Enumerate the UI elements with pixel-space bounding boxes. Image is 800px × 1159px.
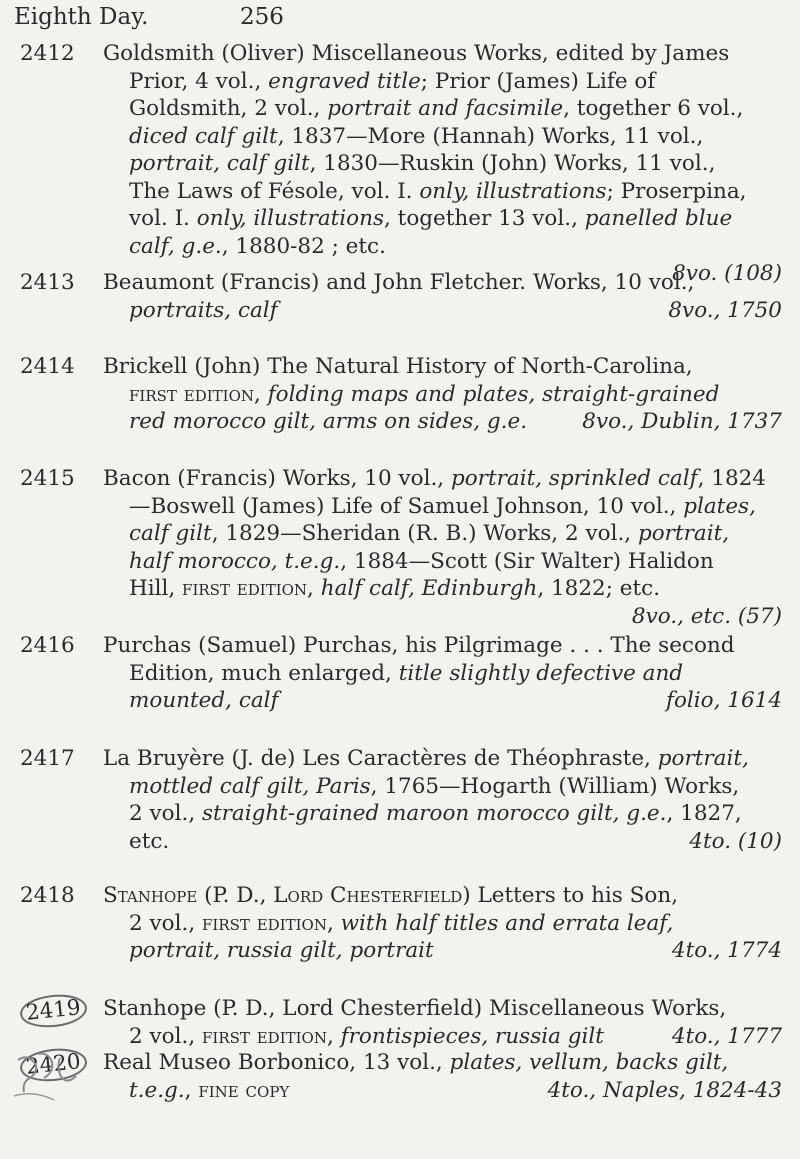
text-run: Purchas (Samuel) Purchas, his Pilgrimage . . . The second [103, 633, 735, 658]
description-line [103, 828, 782, 856]
text-run: , 1830—Ruskin (John) Works, 11 vol., [309, 151, 716, 176]
italic-run: diced calf gilt [129, 123, 278, 149]
italic-run: only, illustrations [419, 178, 607, 204]
description-line [103, 123, 782, 151]
italic-run: panelled blue [584, 206, 733, 231]
description-line [103, 910, 782, 938]
description-line [103, 687, 782, 715]
text-run: ) Letters to his Son, [462, 883, 679, 908]
text-run: Hill, [129, 576, 183, 601]
lot-number: 2419 [19, 992, 89, 1030]
italic-run: half morocco, t.e.g. [129, 548, 341, 574]
text-run: , together 13 vol., [384, 206, 585, 231]
italic-run: portraits, calf [129, 297, 278, 323]
description-line [103, 297, 782, 325]
text-run: Prior, 4 vol., [129, 68, 269, 94]
description-line [103, 995, 782, 1023]
text-run: , 1880-82 ; etc. [221, 233, 386, 259]
italic-run: portrait, sprinkled calf [450, 466, 698, 491]
lot-description [103, 1049, 782, 1104]
text-run: , 1829—Sheridan (R. B.) Works, 2 vol., [211, 521, 638, 546]
description-line [103, 937, 782, 965]
format-and-date: 8vo., 1750 [668, 297, 782, 323]
small-caps-run: Lord Chesterfield [273, 883, 463, 908]
text-run: Goldsmith (Oliver) Miscellaneous Works, edited by James [103, 41, 730, 66]
small-caps-run: fine copy [198, 1077, 290, 1103]
italic-run: portrait, [637, 521, 730, 546]
text-run: Real Museo Borbonico, 13 vol., [103, 1050, 450, 1075]
format-and-date: folio, 1614 [666, 688, 782, 713]
small-caps-run: first edition [201, 1023, 327, 1049]
description-line [103, 603, 782, 631]
text-run: La Bruyère (J. de) Les Caractères de Théophraste, [103, 746, 658, 771]
pencil-mark-icon [8, 1000, 98, 1110]
format-and-date: 4to., Naples, 1824-43 [547, 1077, 782, 1103]
description-line [103, 95, 782, 123]
description-line [103, 233, 782, 261]
italic-run: frontispieces, russia gilt [340, 1023, 604, 1049]
description-line [103, 150, 782, 178]
text-run: ; Prior (James) Life of [420, 68, 656, 94]
italic-run: folding maps and plates, straight-grained [267, 381, 720, 407]
italic-run: portrait, [657, 746, 749, 771]
lot-description [103, 745, 782, 855]
description-line [103, 353, 782, 381]
lot-number: 2413 [20, 270, 75, 295]
italic-run: calf, g.e. [129, 233, 222, 259]
description-line [103, 269, 782, 297]
description-line [103, 40, 782, 68]
lot-description [103, 40, 782, 288]
format-and-date: 4to. (10) [689, 828, 782, 854]
text-run: ; Proserpina, [606, 178, 747, 204]
text-run: , [326, 910, 341, 936]
lot-number: 2418 [20, 883, 75, 908]
description-line [103, 660, 782, 688]
format-and-date: 8vo. (108) [672, 261, 782, 286]
text-run: 2 vol., [129, 1023, 202, 1049]
page-header [0, 0, 800, 40]
text-run: 2 vol., [129, 910, 202, 936]
lot-number: 2412 [20, 41, 75, 66]
lot-description [103, 269, 782, 324]
description-line [103, 408, 782, 436]
description-line [103, 575, 782, 603]
italic-run: only, illustrations [196, 206, 385, 231]
description-line [103, 632, 782, 660]
italic-run: straight-grained maroon morocco gilt, g.e. [201, 801, 667, 826]
text-run: Edition, much enlarged, [129, 660, 399, 686]
description-line [103, 1023, 782, 1051]
description-line [103, 548, 782, 576]
running-title: Eighth Day. [14, 4, 149, 30]
text-run: , [307, 576, 321, 601]
text-run: Beaumont (Francis) and John Fletcher. Works, 10 vol., [103, 270, 695, 295]
small-caps-run: first edition [201, 910, 327, 936]
lot-description [103, 632, 782, 715]
text-run: , 1827, [666, 801, 742, 826]
lot-number: 2415 [20, 466, 75, 491]
text-run: , 1824 [697, 466, 766, 491]
text-run: , [184, 1077, 199, 1103]
italic-run: with half titles and errata leaf, [340, 910, 674, 936]
lot-number: 2417 [20, 746, 75, 771]
small-caps-run: first edition [182, 576, 308, 601]
format-and-date: 8vo., Dublin, 1737 [582, 409, 782, 434]
text-run: (P. D., [197, 883, 274, 908]
small-caps-run: Stanhope [103, 883, 198, 908]
description-line [103, 1049, 782, 1077]
page-number: 256 [240, 4, 284, 30]
small-caps-run: first edition [129, 381, 254, 407]
text-run: Bacon (Francis) Works, 10 vol., [103, 466, 451, 491]
lot-number: 2414 [20, 354, 75, 379]
text-run: 2 vol., [129, 801, 202, 826]
text-run: vol. I. [129, 206, 197, 231]
format-and-date: 8vo., etc. (57) [631, 603, 782, 629]
lot-description [103, 465, 782, 630]
text-run: , [254, 381, 268, 407]
description-line [103, 68, 782, 96]
description-line [103, 493, 782, 521]
text-run: Goldsmith, 2 vol., [129, 96, 328, 121]
description-line [103, 745, 782, 773]
italic-run: mottled calf gilt, Paris [129, 773, 371, 799]
description-line [103, 205, 782, 233]
description-line [103, 520, 782, 548]
description-line [103, 773, 782, 801]
description-line [103, 381, 782, 409]
italic-run: plates, vellum, backs gilt, [449, 1050, 729, 1075]
italic-run: portrait, calf gilt [129, 151, 310, 176]
text-run: Stanhope (P. D., Lord Chesterfield) Miscellaneous Works, [103, 996, 727, 1021]
text-run: , 1822; etc. [537, 576, 661, 601]
description-line [103, 1077, 782, 1105]
format-and-date: 4to., 1777 [671, 1023, 782, 1049]
italic-run: engraved title [268, 68, 421, 94]
italic-run: title slightly defective and [398, 660, 684, 686]
text-run: , [326, 1023, 341, 1049]
italic-run: portrait and facsimile [327, 96, 564, 121]
text-run: Brickell (John) The Natural History of North-Carolina, [103, 354, 693, 379]
lot-number: 2420 [19, 1046, 89, 1084]
description-line [103, 800, 782, 828]
description-line [103, 465, 782, 493]
italic-run: calf gilt [129, 521, 212, 546]
lot-description [103, 882, 782, 965]
description-line [103, 882, 782, 910]
format-and-date: 4to., 1774 [671, 938, 782, 963]
text-run: , 1765—Hogarth (William) Works, [370, 773, 740, 799]
text-run: , 1884—Scott (Sir Walter) Halidon [340, 548, 714, 574]
italic-run: half calf, Edinburgh [320, 576, 538, 601]
italic-run: portrait, russia gilt, portrait [129, 938, 434, 963]
italic-run: mounted, calf [129, 688, 279, 713]
description-line [103, 178, 782, 206]
italic-run: t.e.g. [129, 1077, 185, 1103]
text-run: —Boswell (James) Life of Samuel Johnson, 10 vol., [129, 493, 684, 519]
lot-number: 2416 [20, 633, 75, 658]
text-run: etc. [129, 828, 170, 854]
italic-run: red morocco gilt, arms on sides, g.e. [129, 409, 528, 434]
text-run: , 1837—More (Hannah) Works, 11 vol., [277, 123, 704, 149]
italic-run: plates, [683, 493, 756, 519]
lot-description [103, 353, 782, 436]
text-run: The Laws of Fésole, vol. I. [129, 178, 420, 204]
lot-description [103, 995, 782, 1050]
text-run: , together 6 vol., [563, 96, 744, 121]
